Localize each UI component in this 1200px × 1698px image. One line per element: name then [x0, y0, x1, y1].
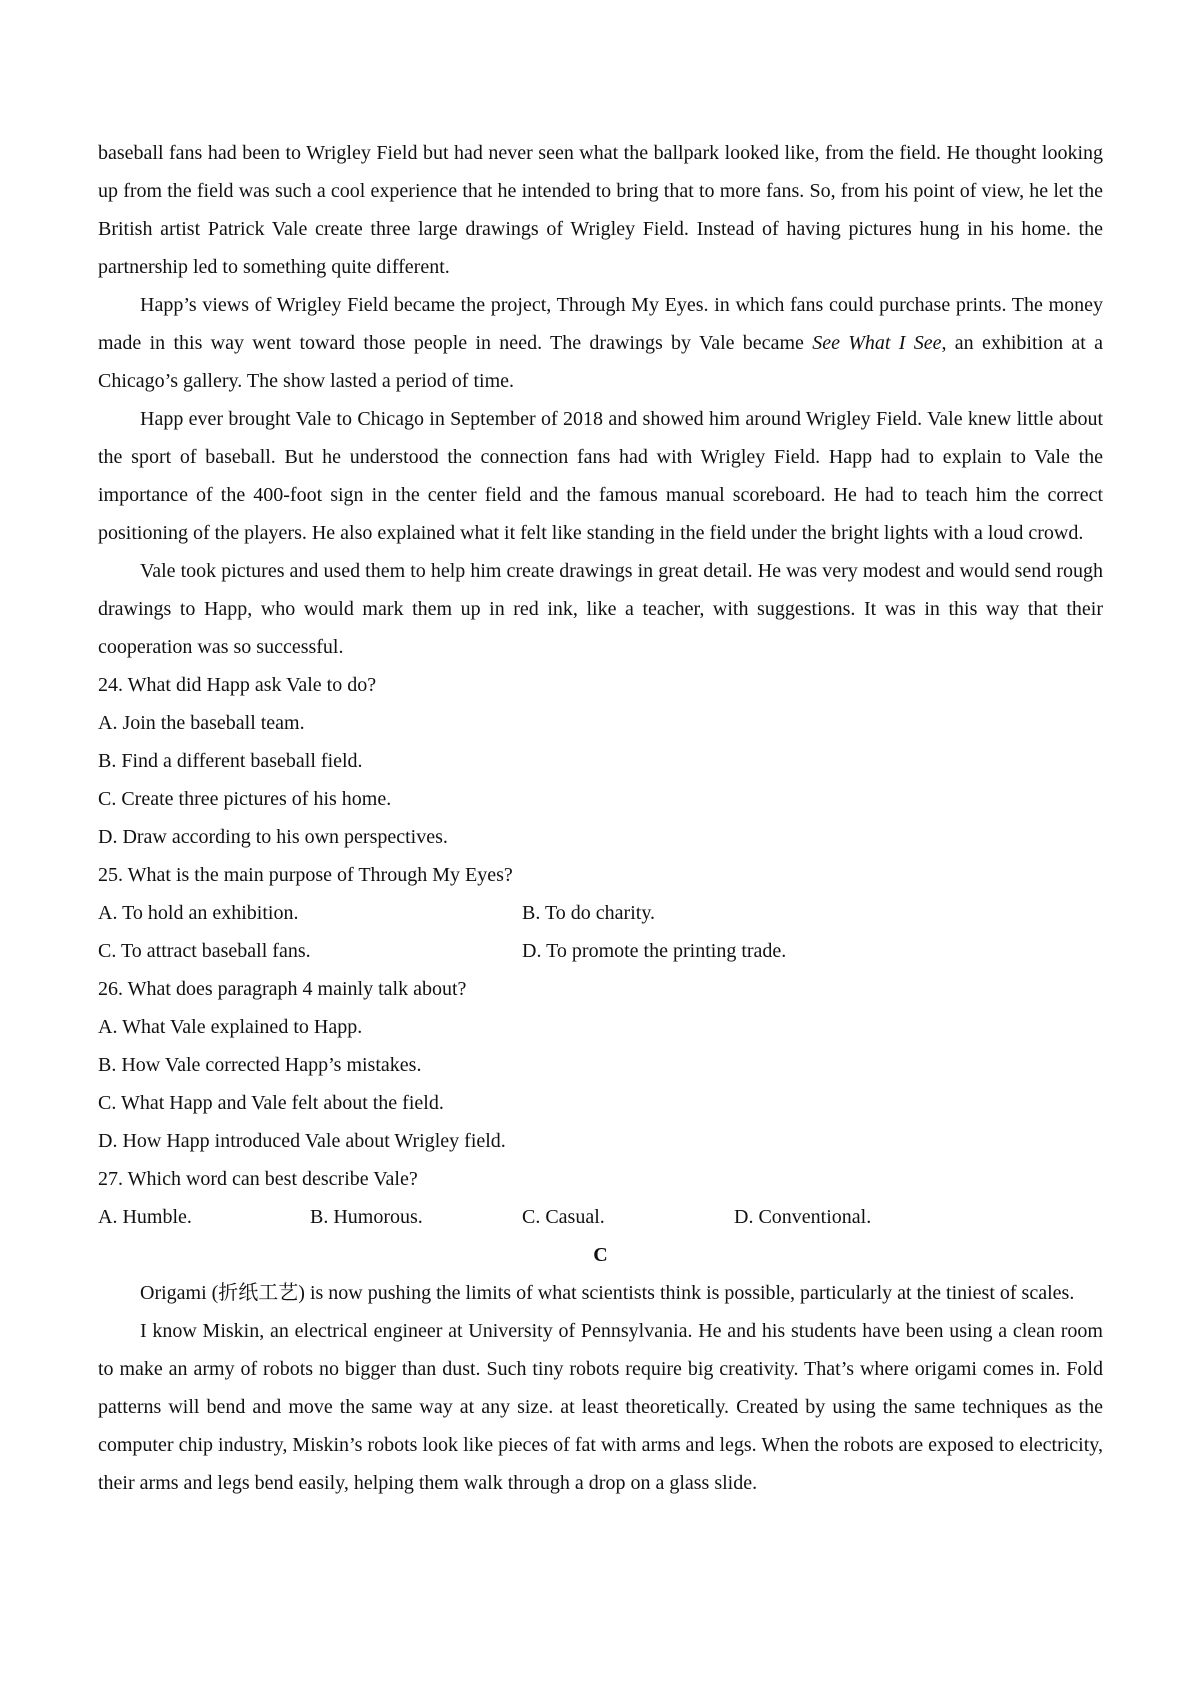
question-26-stem: 26. What does paragraph 4 mainly talk about? — [98, 978, 467, 1000]
question-25-stem: 25. What is the main purpose of Through My Eyes? — [98, 864, 513, 886]
question-25-option-d: D. To promote the printing trade. — [522, 940, 787, 962]
section-c-heading: C — [593, 1244, 608, 1266]
question-27-option-b: B. Humorous. — [310, 1206, 423, 1228]
question-26-option-c: C. What Happ and Vale felt about the field. — [98, 1092, 444, 1114]
question-26-option-a: A. What Vale explained to Happ. — [98, 1016, 363, 1038]
question-25-option-b: B. To do charity. — [522, 902, 656, 924]
question-27-option-d: D. Conventional. — [734, 1206, 872, 1228]
question-25-options-row-2 — [98, 932, 1103, 970]
section-c-paragraph-2: I know Miskin, an electrical engineer at University of Pennsylvania. He and his students have been using a clean room to make an army of robots no bigger than dust. Such tiny robots require big creativity. That’s where origami comes in. Fold patterns will bend and move the same way at any size. at least theoretically. Created by using the same techniques as the computer chip industry, Miskin’s robots look like pieces of fat with arms and legs. When the robots are exposed to electricity, their arms and legs bend easily, helping them walk through a drop on a glass slide. — [98, 1320, 1103, 1494]
paragraph-2-text-end: , an exhibition at a Chicago’s gallery. The show lasted a period of time. — [98, 332, 1103, 392]
question-24-option-a: A. Join the baseball team. — [98, 712, 305, 734]
passage-b-paragraph-1: baseball fans had been to Wrigley Field but had never seen what the ballpark looked like, from the field. He thought looking up from the field was such a cool experience that he intended to bring that to more fans. So, from his point of view, he let the British artist Patrick Vale create three large drawings of Wrigley Field. Instead of having pictures hung in his home. the partnership led to something quite different. — [98, 142, 1103, 278]
question-24-option-c: C. Create three pictures of his home. — [98, 788, 392, 810]
question-25-option-c: C. To attract baseball fans. — [98, 940, 311, 962]
question-24-option-b: B. Find a different baseball field. — [98, 750, 363, 772]
question-25-options-row-1 — [98, 894, 1103, 932]
question-24-option-d: D. Draw according to his own perspectives. — [98, 826, 448, 848]
question-26-option-d: D. How Happ introduced Vale about Wrigley field. — [98, 1130, 506, 1152]
section-c-paragraph-1: Origami (折纸工艺) is now pushing the limits of what scientists think is possible, particularly at the tiniest of scales. — [140, 1282, 1075, 1304]
question-27-stem: 27. Which word can best describe Vale? — [98, 1168, 418, 1190]
paragraph-2-text-start: Happ’s views of Wrigley Field became the project, Through My Eyes. in which fans could purchase prints. The money made in this way went toward those people in need. The drawings by Vale became — [98, 294, 1103, 354]
question-27-option-c: C. Casual. — [522, 1206, 605, 1228]
passage-b-paragraph-2 — [98, 286, 1103, 400]
question-26-option-b: B. How Vale corrected Happ’s mistakes. — [98, 1054, 422, 1076]
question-27-options-row — [98, 1198, 1103, 1236]
passage-b-paragraph-4: Vale took pictures and used them to help him create drawings in great detail. He was very modest and would send rough drawings to Happ, who would mark them up in red ink, like a teacher, with suggestions. It was in this way that their cooperation was so successful. — [98, 560, 1103, 658]
exhibition-title: See What I See — [812, 332, 942, 354]
page-content — [98, 134, 1103, 1502]
question-24-stem: 24. What did Happ ask Vale to do? — [98, 674, 377, 696]
passage-b-paragraph-3: Happ ever brought Vale to Chicago in September of 2018 and showed him around Wrigley Field. Vale knew little about the sport of baseball. But he understood the connection fans had with Wrigley Field. Happ had to explain to Vale the importance of the 400-foot sign in the center field and the famous manual scoreboard. He had to teach him the correct positioning of the players. He also explained what it felt like standing in the field under the bright lights with a loud crowd. — [98, 408, 1103, 544]
question-27-option-a: A. Humble. — [98, 1206, 192, 1228]
question-25-option-a: A. To hold an exhibition. — [98, 902, 299, 924]
